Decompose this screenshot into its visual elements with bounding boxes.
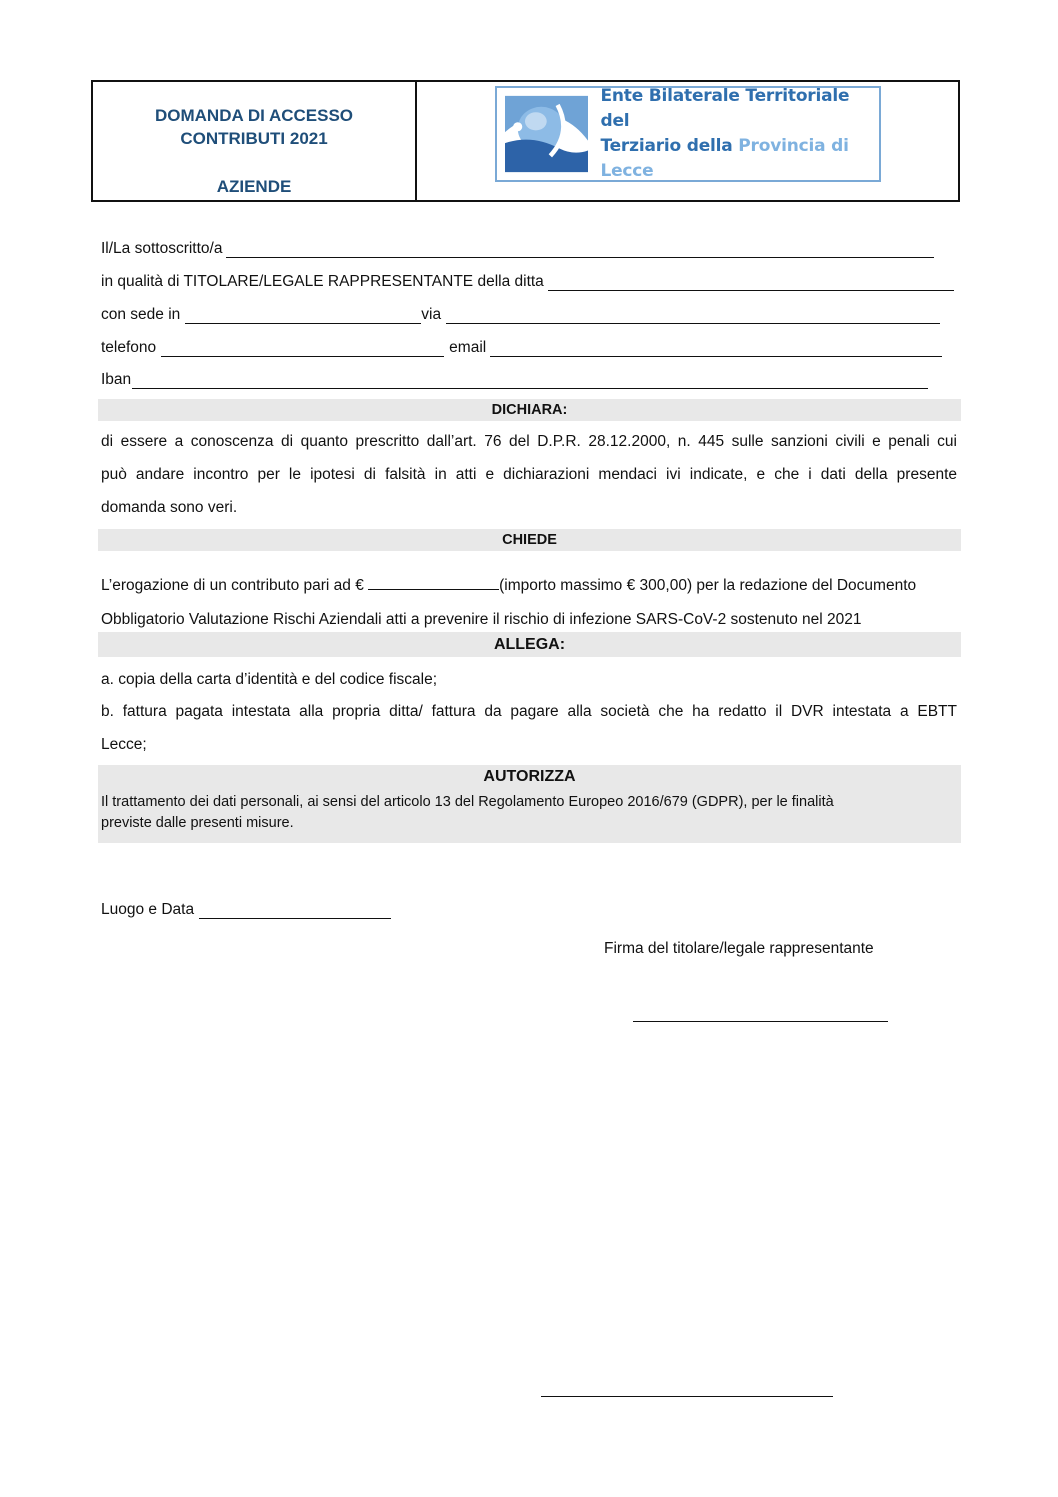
ebtt-logo-icon <box>505 92 588 176</box>
dichiara-text <box>101 425 957 524</box>
row-sede <box>101 302 940 324</box>
firma-label: Firma del titolare/legale rappresentante <box>604 940 874 957</box>
autorizza-line-2: previste dalle presenti misure. <box>101 815 294 831</box>
chiede-line-1 <box>101 573 957 595</box>
allega-band: ALLEGA: <box>98 632 961 657</box>
logo-line-2a: Terziario della <box>600 136 739 156</box>
logo-text <box>600 84 879 184</box>
amount-field[interactable] <box>368 573 499 590</box>
telefono-label: telefono <box>101 339 157 356</box>
luogo-data-label: Luogo e Data <box>101 901 195 918</box>
row-sottoscritto <box>101 236 934 258</box>
firma-field[interactable] <box>633 1021 888 1022</box>
dichiara-line-1: di essere a conoscenza di quanto prescritto dall’art. 76 del D.P.R. 28.12.2000, n. 445 sulle sanzioni civili e penali cui <box>101 433 957 450</box>
autorizza-text <box>101 792 961 834</box>
email-label: email <box>449 339 487 356</box>
logo-line-1: Ente Bilaterale Territoriale del <box>600 86 850 131</box>
chiede-line-1a <box>101 573 916 595</box>
autorizza-title: AUTORIZZA <box>483 768 576 785</box>
allega-item-b <box>101 695 957 761</box>
chiede-amount-label: L’erogazione di un contributo pari ad € <box>101 577 364 594</box>
telefono-field[interactable] <box>161 340 444 357</box>
ditta-field[interactable] <box>548 274 954 291</box>
autorizza-box <box>98 765 961 843</box>
qualita-label: in qualità di TITOLARE/LEGALE RAPPRESENTANTE della ditta <box>101 273 544 290</box>
via-field[interactable] <box>446 307 940 324</box>
row-telefono <box>101 335 942 357</box>
iban-field[interactable] <box>132 372 928 389</box>
chiede-band: CHIEDE <box>98 529 961 551</box>
sede-label: con sede in <box>101 306 181 323</box>
chiede-line-1b: (importo massimo € 300,00) per la redazione del Documento <box>499 577 917 594</box>
ebtt-logo <box>495 86 881 182</box>
chiede-line-2: Obbligatorio Valutazione Rischi Aziendali atti a prevenire il rischio di infezione SARS-CoV-2 sostenuto nel 2021 <box>101 611 862 628</box>
email-field[interactable] <box>490 340 942 357</box>
sottoscritto-label: Il/La sottoscritto/a <box>101 240 223 257</box>
header-box <box>91 80 960 202</box>
via-label: via <box>421 306 442 323</box>
allega-item-b-line-2: Lecce; <box>101 736 147 753</box>
allega-item-b-line-1: b. fattura pagata intestata alla propria ditta/ fattura da pagare alla società che ha redatto il DVR intestata a EBTT <box>101 703 957 720</box>
row-luogo-data <box>101 897 391 919</box>
row-iban <box>101 367 928 389</box>
autorizza-line-1: Il trattamento dei dati personali, ai sensi del articolo 13 del Regolamento Europeo 2016/679 (GDPR), per le finalità <box>101 794 834 810</box>
header-logo-cell <box>417 82 958 200</box>
logo-line-2 <box>600 134 879 184</box>
allega-item-a: a. copia della carta d’identità e del codice fiscale; <box>101 671 438 688</box>
title-line-1: DOMANDA DI ACCESSO <box>154 106 354 125</box>
luogo-data-field[interactable] <box>199 902 391 919</box>
subtitle: AZIENDE <box>216 177 292 196</box>
sede-field[interactable] <box>185 307 421 324</box>
dichiara-line-2: può andare incontro per le ipotesi di falsità in atti e dichiarazioni mendaci ivi indicate, e che i dati della presente <box>101 466 957 483</box>
dichiara-line-3: domanda sono veri. <box>101 499 238 516</box>
logo-line-2b: Provincia di Lecce <box>600 136 849 181</box>
sottoscritto-field[interactable] <box>226 241 934 258</box>
row-qualita <box>101 269 954 291</box>
title-line-2: CONTRIBUTI 2021 <box>180 129 328 148</box>
header-title-cell <box>93 82 417 200</box>
iban-label: Iban <box>101 371 132 388</box>
signature-line-bottom[interactable] <box>541 1396 833 1397</box>
dichiara-band: DICHIARA: <box>98 399 961 421</box>
